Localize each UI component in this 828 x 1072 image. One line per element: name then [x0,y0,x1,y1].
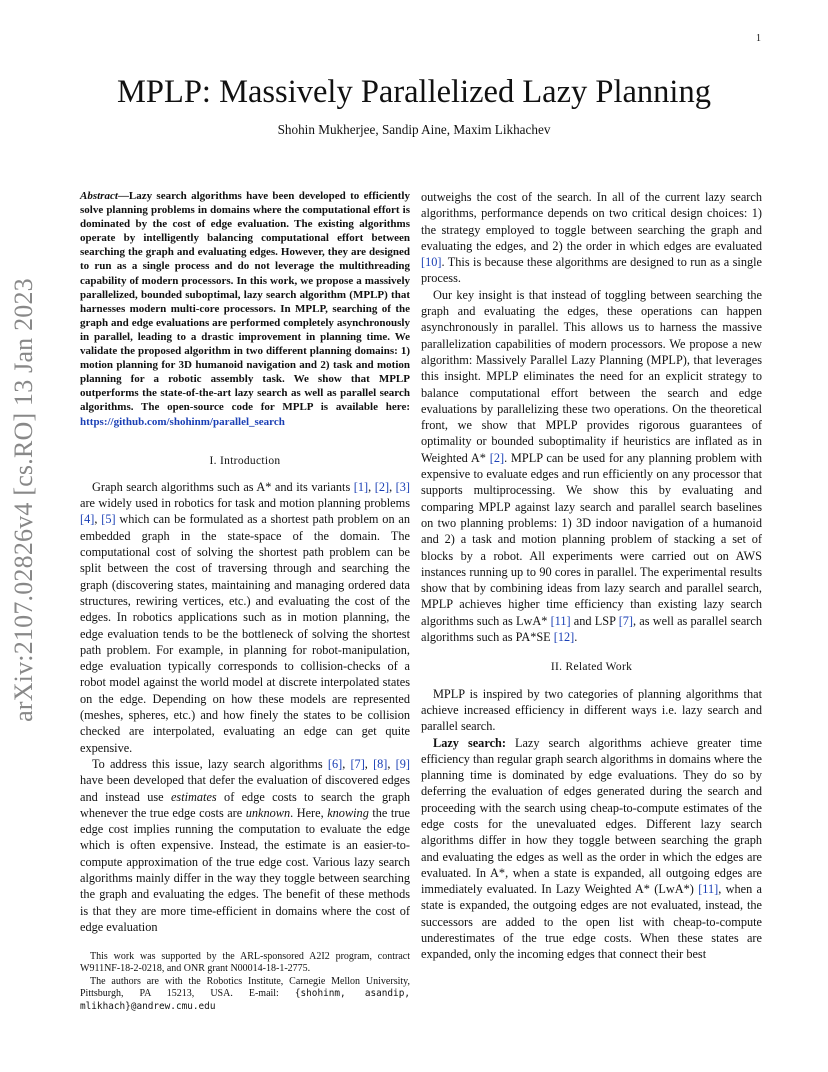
citation-link[interactable]: [12] [553,630,575,645]
text-span: , as well as parallel search algorithms such as PA*SE [421,613,762,645]
text-span: , when a state is expanded, the outgoing edges are not evaluated, instead, the successors are added to the open list with cheap-to-compute underestimates of the true edge costs. When these states are expanded, only the incoming edges that connect their best [421,882,762,962]
text-span: , [364,756,374,771]
citation-link[interactable]: [10] [421,255,442,270]
text-span: To address this issue, lazy search algorithms [92,756,328,771]
footnote-funding: This work was supported by the ARL-sponsored A2I2 program, contract W911NF-18-2-0218, and ONR grant N00014-18-1-2775. [80,951,410,975]
paragraph-label: Lazy search: [433,735,506,750]
text-span: . This is because these algorithms are designed to run as a single process. [421,255,762,286]
citation-link[interactable]: [11] [698,882,719,897]
arxiv-stamp-text: arXiv:2107.02826v4 [cs.RO] 13 Jan 2023 [9,278,38,722]
text-span: outweighs the cost of the search. In all of the current lazy search algorithms, performance depends on two critical design choices: 1) the strategy employed to toggle between searching the graph and evaluating the edges, and 2) the order in which edges are evaluated [421,190,762,253]
emphasis-text: estimates [170,789,217,804]
intro-paragraph-3 [421,287,762,646]
citation-link[interactable]: [11] [550,613,571,628]
text-span: are widely used in robotics for task and motion planning problems [80,496,410,511]
paper-authors: Shohin Mukherjee, Sandip Aine, Maxim Likhachev [277,122,551,137]
text-span: which can be formulated as a shortest path problem on an embedded graph in the state-space of the domain. The computational cost of solving the shortest path problem can be split between the cost of traversing through and searching the graph (discovering states, maintaining and managing ordered data structures, rewiring vertices, etc.) and evaluating the cost of the edges. In robotics applications such as in motion planning, the edge evaluation tends to be the bottleneck of solving the shortest path problem. For example, in planning for robot-manipulation, edge evaluation typically corresponds to collision-checks of a robot model against the world model at discrete interpolated states on the edge. Depending on how these models are represented (meshes, spheres, etc.) and how finely the states to be collision checked are interpolated, evaluating an edge can get quite expensive. [80,512,410,755]
text-span: . MPLP can be used for any planning problem with expensive to evaluate edges and run efficiently on any processor that supports multiprocessing. We show this by evaluating and comparing MPLP against lazy search and parallel search baselines on two planning problems: 1) 3D indoor navigation of a humanoid and 2) a task and motion planning problem of stacking a set of blocks by a robot. All experiments were carried out on AWS instances running up to 90 cores in parallel. The experimental results show that by combining ideas from lazy search and parallel search, MPLP achieves higher time efficiency than existing lazy search algorithms such as LwA* [421,450,762,628]
citation-link[interactable]: [4] [80,512,95,527]
citation-link[interactable]: [3] [395,479,410,494]
citation-link[interactable]: [9] [395,756,411,771]
arxiv-stamp [2,262,46,738]
section-heading-introduction: I. Introduction [209,454,281,467]
text-span: . [574,630,578,645]
related-paragraph-2 [421,735,762,963]
code-link[interactable]: https://github.com/shohinm/parallel_search [80,415,285,428]
citation-link[interactable]: [7] [350,756,365,771]
text-span: , [387,756,396,771]
citation-link[interactable]: [5] [101,512,116,527]
abstract-text: —Lazy search algorithms have been developed to efficiently solve planning problems in domains where the computational effort is dominated by the cost of edge evaluation. The existing algorithms operate by intelligently balancing computational effort between searching the graph and evaluating edges. However, they are designed to run as a single process and do not leverage the multithreading capability of modern processors. In this work, we propose a massively parallelized, bounded suboptimal, lazy search algorithm (MPLP) that harnesses modern multi-core processors. In MPLP, searching of the graph and edge evaluations are performed completely asynchronously in parallel, leading to a drastic improvement in planning time. We validate the proposed algorithm in two different planning domains: 1) motion planning for 3D humanoid navigation and 2) task and motion planning for a robotic assembly task. We show that MPLP outperforms the state-of-the-art lazy search as well as parallel search algorithms. The open-source code for MPLP is available here: [80,190,410,414]
intro-paragraph-2-continued [421,189,762,287]
author-emails: {shohinm, asandip, mlikhach}@andrew.cmu.edu [80,988,410,1012]
text-span: Graph search algorithms such as A* and its variants [92,479,354,494]
emphasis-text: knowing [327,805,369,820]
text-span: Lazy search algorithms achieve greater time efficiency than regular graph search algorithms in domains where the planning time is dominated by edge evaluations. They do so by deferring the evaluation of edges generated during the search and proceeding with the search using cheap-to-compute estimates of the edge costs for the unevaluated edges. Different lazy search algorithms differ in how they toggle between searching the graph and evaluating the edges as well as the order in which the edges are evaluated. In A*, when a state is expanded, all outgoing edges are immediately evaluated. In Lazy Weighted A* (LwA*) [421,735,762,897]
citation-link[interactable]: [8] [373,756,388,771]
text-span: , [368,479,375,494]
citation-link[interactable]: [1] [353,479,369,494]
text-span: , [342,756,351,771]
text-span: of edge costs to search the graph whenever the true edge costs are [80,789,411,820]
paper-title: MPLP: Massively Parallelized Lazy Planning [117,74,711,110]
footnotes [80,951,410,1013]
emphasis-text: unknown [245,805,291,820]
intro-paragraph-1 [80,479,410,756]
citation-link[interactable]: [7] [618,613,634,628]
page-number: 1 [756,33,761,44]
text-span: The authors are with the Robotics Institute, Carnegie Mellon University, Pittsburgh, PA 15213, USA. E-mail: [80,975,410,1000]
right-column [421,189,762,963]
text-span: . Here, [290,805,328,820]
abstract [80,189,410,429]
footnote-affiliation [80,976,410,1013]
left-column [80,189,410,935]
section-heading-related-work: II. Related Work [550,661,633,674]
text-span: and LSP [570,613,619,628]
citation-link[interactable]: [2] [374,479,390,494]
text-span: Our key insight is that instead of toggling between searching the graph and evaluating the edges, these operations can happen asynchronously in parallel. This allows us to harness the massive parallelization capabilities of modern processors. We propose a new algorithm: Massively Parallel Lazy Planning (MPLP), that leverages this insight. MPLP eliminates the need for an explicit strategy to balance computational effort between the search and edge evaluations by parallelizing these two operations. On the theoretical front, we show that MPLP provides rigorous guarantees of optimality or bounded suboptimality if heuristics are inflated as in Weighted A* [421,287,762,465]
citation-link[interactable]: [6] [327,756,343,771]
citation-link[interactable]: [2] [489,450,505,465]
text-span: have been developed that defer the evaluation of discovered edges and instead use [80,773,410,804]
text-span: , [389,479,396,494]
abstract-label: Abstract [80,190,118,202]
text-span: , [94,512,102,527]
text-span: the true edge cost implies running the computation to evaluate the edge which is often expensive. Instead, the estimate is an easier-to-compute approximation of the true edge cost. Various lazy search algorithms mainly differ in the way they toggle between searching the graph and evaluating the edges. The benefit of these methods is that they are more time-efficient in domains where the cost of edge evaluation [80,805,410,934]
related-paragraph-1: MPLP is inspired by two categories of planning algorithms that achieve increased efficiency in different ways i.e. lazy search and parallel search. [421,686,762,734]
intro-paragraph-2 [80,756,410,935]
